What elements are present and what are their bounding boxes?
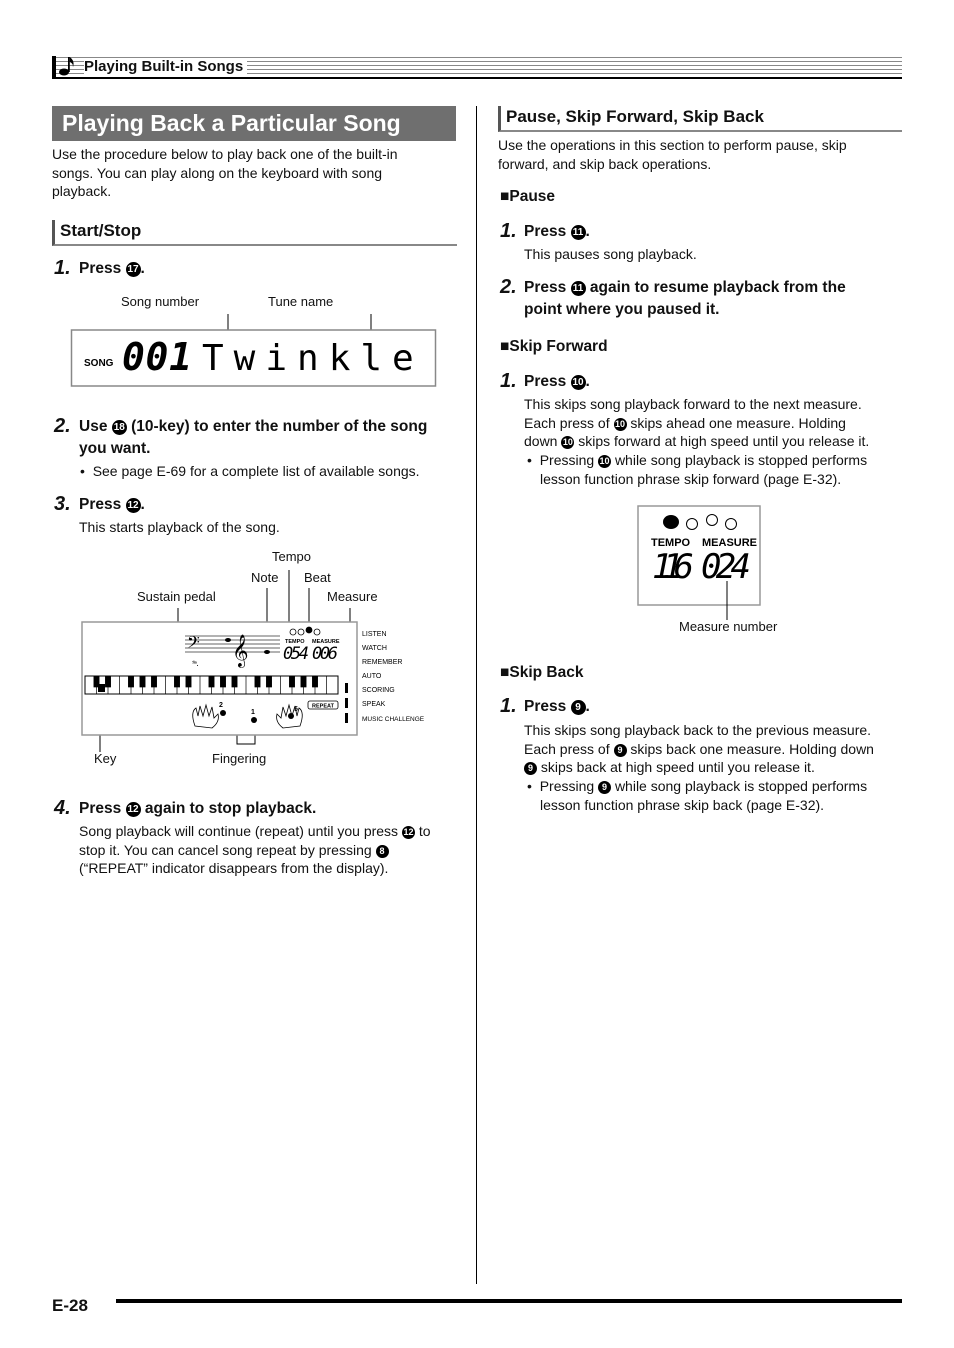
section-title: Playing Back a Particular Song: [52, 106, 456, 141]
step-label: point where you paused it.: [524, 301, 720, 318]
label-measure-number: Measure number: [679, 619, 778, 634]
skipb-desc: This skips song playback back to the previous measure. Each press of 9 skips back one measure. Holding down 9 skips back at high speed until you release it. • Pressing 9 while song playback is stopped performs lesson function phrase skip back (page E-32).: [524, 721, 904, 815]
desc-text: stop it. You can cancel song repeat by pressing: [79, 841, 372, 858]
label-measure: Measure: [327, 589, 378, 604]
step-number: 1.: [54, 257, 71, 279]
lcd-tune-name: Twinkle: [202, 338, 424, 379]
lcd-menu: [362, 631, 425, 723]
repeat-indicator: REPEAT: [312, 703, 334, 710]
skip-forward-heading: ■Skip Forward: [500, 338, 608, 355]
lcd2-measure-digits: 006: [312, 644, 338, 664]
pause-step1: Press 11 .: [524, 223, 590, 240]
step-label: again to resume playback from the: [589, 279, 846, 296]
label-tempo: Tempo: [272, 549, 312, 564]
black-key: [186, 676, 191, 687]
step-label: Press: [524, 279, 567, 296]
black-key: [128, 676, 133, 687]
lcd-song-display: [70, 312, 438, 390]
black-key: [232, 676, 237, 687]
key-11-icon: 11: [571, 225, 586, 240]
footer-rule: [116, 1299, 902, 1303]
lcd3-measure-label: MEASURE: [702, 537, 758, 549]
step-label: Press: [79, 800, 122, 817]
lcd-full-display: [80, 566, 440, 752]
step1-text: Press 17 .: [79, 260, 145, 277]
black-key: [151, 676, 156, 687]
desc-text: while song playback is stopped performs: [614, 778, 868, 795]
black-key: [174, 676, 179, 687]
desc-text: This skips song playback forward to the next measure.: [524, 396, 862, 412]
lcd-song-label: SONG: [84, 358, 114, 369]
key-10-icon: 10: [614, 418, 625, 429]
step-number: 4.: [54, 797, 71, 819]
key-12-icon: 12: [127, 500, 139, 511]
skipb-step1: Press 9 .: [524, 698, 590, 715]
key-12-icon: 12: [127, 804, 139, 815]
subsection-label: Skip Forward: [509, 338, 608, 355]
key-12-icon: 12: [403, 827, 414, 837]
label-beat: Beat: [304, 570, 331, 585]
step-label: Press: [79, 496, 122, 513]
key-17-icon: 17: [127, 264, 139, 275]
menu-item: MUSIC CHALLENGE: [362, 716, 425, 723]
lcd2-measure-label: MEASURE: [312, 639, 340, 645]
music-note-icon: [58, 55, 76, 77]
black-key: [209, 676, 214, 687]
desc-text: while song playback is stopped performs: [614, 452, 868, 469]
black-key: [301, 676, 306, 687]
black-key: [255, 676, 260, 687]
finger-number: 5: [294, 706, 298, 713]
menu-item: LISTEN: [362, 631, 387, 638]
right-intro: [498, 136, 898, 173]
bullet-text: See page E-69 for a complete list of available songs.: [92, 463, 420, 479]
key-9-icon: 9: [614, 744, 627, 757]
black-key: [105, 676, 110, 687]
desc-text: Pressing: [539, 452, 595, 469]
intro-line: forward, and skip back operations.: [498, 155, 712, 172]
desc-text: Each press of: [524, 740, 610, 757]
desc-text: skips back one measure. Holding down: [630, 740, 874, 757]
desc-text: Pressing: [539, 778, 595, 795]
key-9-icon: 9: [571, 700, 586, 715]
menu-item: REMEMBER: [362, 659, 403, 666]
label-key: Key: [94, 751, 117, 766]
step-label: Press: [524, 698, 567, 715]
pause-heading: ■Pause: [500, 188, 556, 205]
desc-text: lesson function phrase skip back (page E-32).: [540, 796, 825, 813]
desc-text: Song playback will continue (repeat) until you press: [79, 823, 399, 839]
bass-clef-icon: 𝄢: [187, 632, 200, 656]
header-bar: [52, 56, 56, 78]
step-label: Press: [524, 223, 567, 240]
pause-desc: This pauses song playback.: [524, 246, 697, 262]
label-song-number: Song number: [121, 294, 200, 309]
label-note: Note: [251, 570, 279, 585]
desc-text: down: [524, 433, 558, 450]
step-number: 2.: [54, 415, 71, 437]
menu-item: SCORING: [362, 687, 395, 694]
intro-line: playback.: [52, 183, 112, 200]
lcd3-tempo-digits: 116: [652, 547, 694, 587]
desc-text: Each press of: [524, 414, 610, 431]
key-10-icon: 10: [599, 456, 610, 467]
black-key: [140, 676, 145, 687]
key-8-icon: 8: [376, 845, 389, 858]
step-number: 1.: [500, 220, 517, 242]
lcd-keyboard: [85, 676, 338, 694]
menu-item: WATCH: [362, 645, 387, 652]
finger-number: 2: [219, 702, 223, 709]
lcd2-tempo-label: TEMPO: [285, 639, 305, 645]
step4-text: [79, 798, 316, 820]
startstop-heading: Start/Stop: [52, 220, 457, 246]
lcd-song-digits: 001: [122, 335, 192, 379]
column-divider: [476, 106, 477, 1284]
finger-number: 1: [251, 709, 255, 716]
lcd3-tempo-label: TEMPO: [651, 537, 691, 549]
step-number: 3.: [54, 493, 71, 515]
step-number: 1.: [500, 695, 517, 717]
key-10-icon: 10: [562, 437, 573, 448]
lcd3-measure-digits: 024: [701, 547, 751, 587]
intro-text: [52, 145, 462, 201]
subsection-label: Skip Back: [509, 664, 584, 681]
treble-clef-icon: 𝄞: [232, 634, 249, 667]
label-fingering: Fingering: [212, 751, 267, 766]
step-label: (10-key) to enter the number of the song: [131, 418, 428, 435]
key-11-icon: 11: [571, 281, 586, 296]
key-10-icon: 10: [572, 377, 584, 388]
desc-text: lesson function phrase skip forward (page E-32).: [540, 470, 842, 487]
lcd-tempo-measure: [637, 505, 763, 620]
step-label: Press: [524, 373, 567, 390]
desc-text: to: [418, 823, 431, 839]
black-key: [289, 676, 294, 687]
intro-line: Use the procedure below to play back one of the built-in: [52, 146, 398, 162]
step-number: 1.: [500, 370, 517, 392]
step-label: again to stop playback.: [144, 800, 317, 817]
black-key: [312, 676, 317, 687]
step-label: Press: [79, 260, 122, 277]
step2-text: [79, 416, 459, 460]
desc-text: skips back at high speed until you release it.: [540, 759, 815, 776]
desc-text: (“REPEAT” indicator disappears from the display).: [79, 860, 389, 877]
bullet-item: • See page E-69 for a complete list of available songs.: [80, 463, 420, 479]
key-18-icon: 18: [113, 422, 125, 433]
step3-desc: This starts playback of the song.: [79, 519, 280, 535]
step-label: Use: [79, 418, 108, 435]
desc-text: This skips song playback back to the previous measure.: [524, 722, 872, 738]
intro-line: Use the operations in this section to perform pause, skip: [498, 137, 847, 153]
menu-item: AUTO: [362, 673, 382, 680]
lcd2-tempo-digits: 054: [283, 644, 309, 664]
step-number: 2.: [500, 276, 517, 298]
header-title: Playing Built-in Songs: [84, 58, 247, 75]
skip-back-heading: ■Skip Back: [500, 664, 584, 681]
step4-desc: [79, 822, 459, 878]
skipf-step1: Press 10 .: [524, 373, 590, 390]
menu-item: SPEAK: [362, 701, 386, 708]
desc-text: skips ahead one measure. Holding: [630, 414, 846, 431]
black-key: [220, 676, 225, 687]
page-number: E-28: [52, 1296, 88, 1315]
label-sustain: Sustain pedal: [137, 589, 216, 604]
step-label: you want.: [79, 440, 151, 457]
pedal-icon: 𝆮.: [191, 659, 199, 668]
subsection-label: Pause: [509, 188, 556, 205]
key-9-icon: 9: [524, 762, 537, 775]
intro-line: songs. You can play along on the keyboard with song: [52, 164, 383, 181]
desc-text: skips forward at high speed until you release it.: [578, 433, 870, 450]
skipf-desc: This skips song playback forward to the next measure. Each press of 10 skips ahead one measure. Holding down 10 skips forward at high speed until you release it. • Pressing 10 while song playback is stopped performs lesson function phrase skip forward (page E-32).: [524, 395, 904, 489]
pause-step2: [524, 277, 904, 321]
label-tune-name: Tune name: [268, 294, 334, 309]
pause-skip-heading: Pause, Skip Forward, Skip Back: [498, 106, 902, 132]
key-9-icon: 9: [598, 781, 611, 794]
step3-text: Press 12 .: [79, 496, 145, 513]
black-key: [266, 676, 271, 687]
